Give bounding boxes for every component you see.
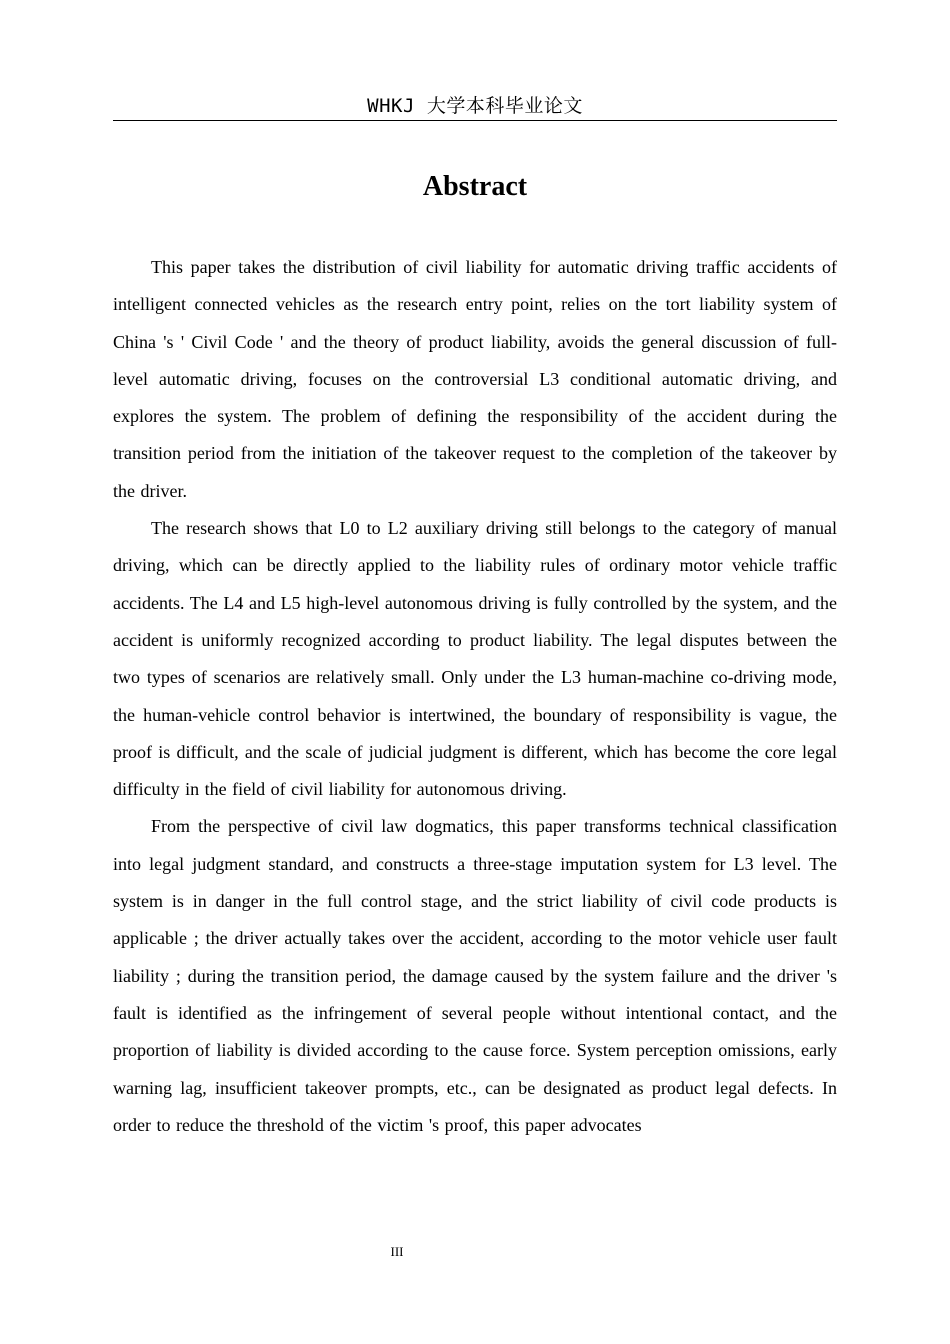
page-header xyxy=(113,92,837,121)
abstract-body xyxy=(113,249,837,1144)
paragraph-2: The research shows that L0 to L2 auxiliary driving still belongs to the category of manual driving, which can be directly applied to the liability rules of ordinary motor vehicle traffic accidents. The L4 and L5 high-level autonomous driving is fully controlled by the system, and the accident is uniformly recognized according to product liability. The legal disputes between the two types of scenarios are relatively small. Only under the L3 human-machine co-driving mode, the human-vehicle control behavior is intertwined, the boundary of responsibility is vague, the proof is difficult, and the scale of judicial judgment is different, which has become the core legal difficulty in the field of civil liability for autonomous driving. xyxy=(113,518,837,800)
abstract-title: Abstract xyxy=(422,171,528,202)
header-title: WHKJ 大学本科毕业论文 xyxy=(367,95,583,117)
paragraph-3: From the perspective of civil law dogmatics, this paper transforms technical classification into legal judgment standard, and constructs a three-stage imputation system for L3 level. The system is in danger in the full control stage, and the strict liability of civil code products is applicable ; the driver actually takes over the accident, according to the motor vehicle user fault liability ; during the transition period, the damage caused by the system failure and the driver 's fault is identified as the infringement of several people without intentional contact, and the proportion of liability is divided according to the cause force. System perception omissions, early warning lag, insufficient takeover prompts, etc., can be designated as product legal defects. In order to reduce the threshold of the victim 's proof, this paper advocates xyxy=(113,816,837,1135)
page-number: III xyxy=(390,1244,404,1259)
paragraph-1: This paper takes the distribution of civil liability for automatic driving traffic accidents of intelligent connected vehicles as the research entry point, relies on the tort liability system of China 's ' Civil Code ' and the theory of product liability, avoids the general discussion of full-level automatic driving, focuses on the controversial L3 conditional automatic driving, and explores the system. The problem of defining the responsibility of the accident during the transition period from the initiation of the takeover request to the completion of the takeover by the driver. xyxy=(113,257,837,501)
